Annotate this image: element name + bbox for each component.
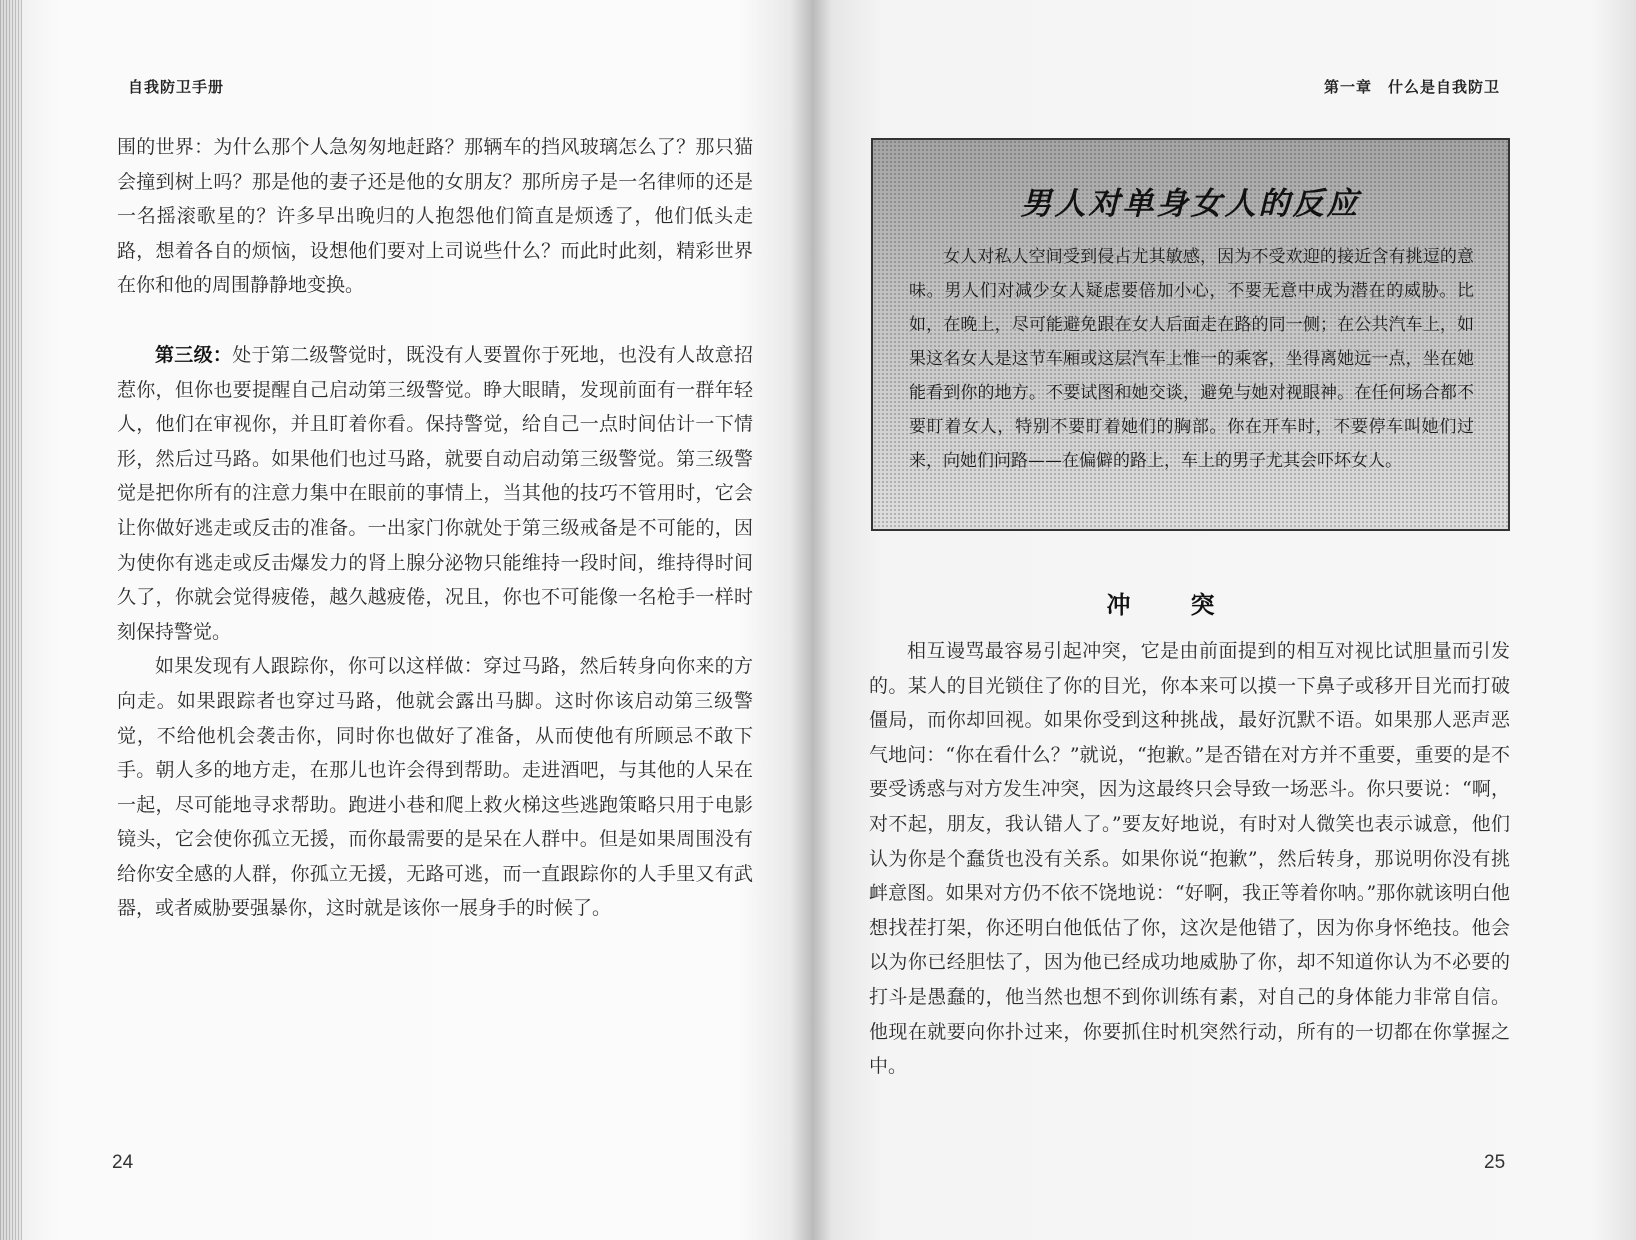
page-number-right: 25 (1484, 1152, 1506, 1173)
running-head-right: 第一章 什么是自我防卫 (1323, 78, 1500, 96)
paragraph: 相互谩骂最容易引起冲突，它是由前面提到的相互对视比试胆量而引发的。某人的目光锁住了你的目光，你本来可以摸一下鼻子或移开目光而打破僵局，而你却回视。如果你受到这种挑战，最好沉默不语。如果那人恶声恶气地问：“你在看什么？”就说，“抱歉。”是否错在对方并不重要，重要的是不要受诱惑与对方发生冲突，因为这最终只会导致一场恶斗。你只要说：“啊，对不起，朋友，我认错人了。”要友好地说，有时对人微笑也表示诚意，他们认为你是个蠢货也没有关系。如果你说“抱歉”，然后转身，那说明你没有挑衅意图。如果对方仍不依不饶地说：“好啊，我正等着你呐。”那你就该明白他想找茬打架，你还明白他低估了你，这次是他错了，因为你身怀绝技。他会以为你已经胆怯了，因为他已经成功地威胁了你，却不知道你认为不必要的打斗是愚蠢的，他当然也想不到你训练有素，对自己的身体能力非常自信。他现在就要向你扑过来，你要抓住时机突然行动，所有的一切都在你掌握之中。 (869, 640, 1510, 1078)
paragraph: 如果发现有人跟踪你，你可以这样做：穿过马路，然后转身向你来的方向走。如果跟踪者也穿过马路，他就会露出马脚。这时你该启动第三级警觉，不给他机会袭击你，同时你也做好了准备，从而使他有所顾忌不敢下手。朝人多的地方走，在那儿也许会得到帮助。走进酒吧，与其他的人呆在一起，尽可能地寻求帮助。跑进小巷和爬上救火梯这些逃跑策略只用于电影镜头，它会使你孤立无援，而你最需要的是呆在人群中。但是如果周围没有给你安全感的人群，你孤立无援，无路可逃，而一直跟踪你的人手里又有武器，或者威胁要强暴你，这时就是该你一展身手的时候了。 (117, 655, 753, 920)
section-heading: 冲突 (1106, 591, 1275, 619)
running-head-left: 自我防卫手册 (128, 78, 225, 96)
paragraph: 围的世界：为什么那个人急匆匆地赶路？那辆车的挡风玻璃怎么了？那只猫会撞到树上吗？那是他的妻子还是他的女朋友？那所房子是一名律师的还是一名摇滚歌星的？许多早出晚归的人抱怨他们简直是烦透了，他们低头走路，想着各自的烦恼，设想他们要对上司说些什么？而此时此刻，精彩世界在你和他的周围静静地变换。 (117, 136, 753, 297)
sidebar-box (871, 138, 1510, 531)
paragraph-lead: 第三级： (155, 343, 233, 366)
sidebar-box-title: 男人对单身女人的反应 (1020, 186, 1361, 222)
sidebar-box-body (909, 240, 1474, 478)
paragraph-text: 处于第二级警觉时，既没有人要置你于死地，也没有人故意招惹你，但你也要提醒自己启动第三级警觉。睁大眼睛，发现前面有一群年轻人，他们在审视你，并且盯着你看。保持警觉，给自己一点时间估计一下情形，然后过马路。如果他们也过马路，就要自动启动第三级警觉。第三级警觉是把你所有的注意力集中在眼前的事情上，当其他的技巧不管用时，它会让你做好逃走或反击的准备。一出家门你就处于第三级戒备是不可能的，因为使你有逃走或反击爆发力的肾上腺分泌物只能维持一段时间，维持得时间久了，你就会觉得疲倦，越久越疲倦，况且，你也不可能像一名枪手一样时刻保持警觉。 (117, 343, 753, 643)
page-number-left: 24 (112, 1152, 134, 1173)
sidebar-box-paragraph: 女人对私人空间受到侵占尤其敏感，因为不受欢迎的接近含有挑逗的意味。男人们对减少女人疑虑要倍加小心，不要无意中成为潜在的威胁。比如，在晚上，尽可能避免跟在女人后面走在路的同一侧；在公共汽车上，如果这名女人是这节车厢或这层汽车上惟一的乘客，坐得离她远一点，坐在她能看到你的地方。不要试图和她交谈，避免与她对视眼神。在任何场合都不要盯着女人，特别不要盯着她们的胸部。你在开车时，不要停车叫她们过来，向她们问路——在偏僻的路上，车上的男子尤其会吓坏女人。 (909, 247, 1474, 471)
page-stack-edge (0, 0, 22, 1240)
paragraph (117, 338, 753, 649)
left-page-body (117, 130, 753, 926)
right-page-body (869, 634, 1510, 1084)
